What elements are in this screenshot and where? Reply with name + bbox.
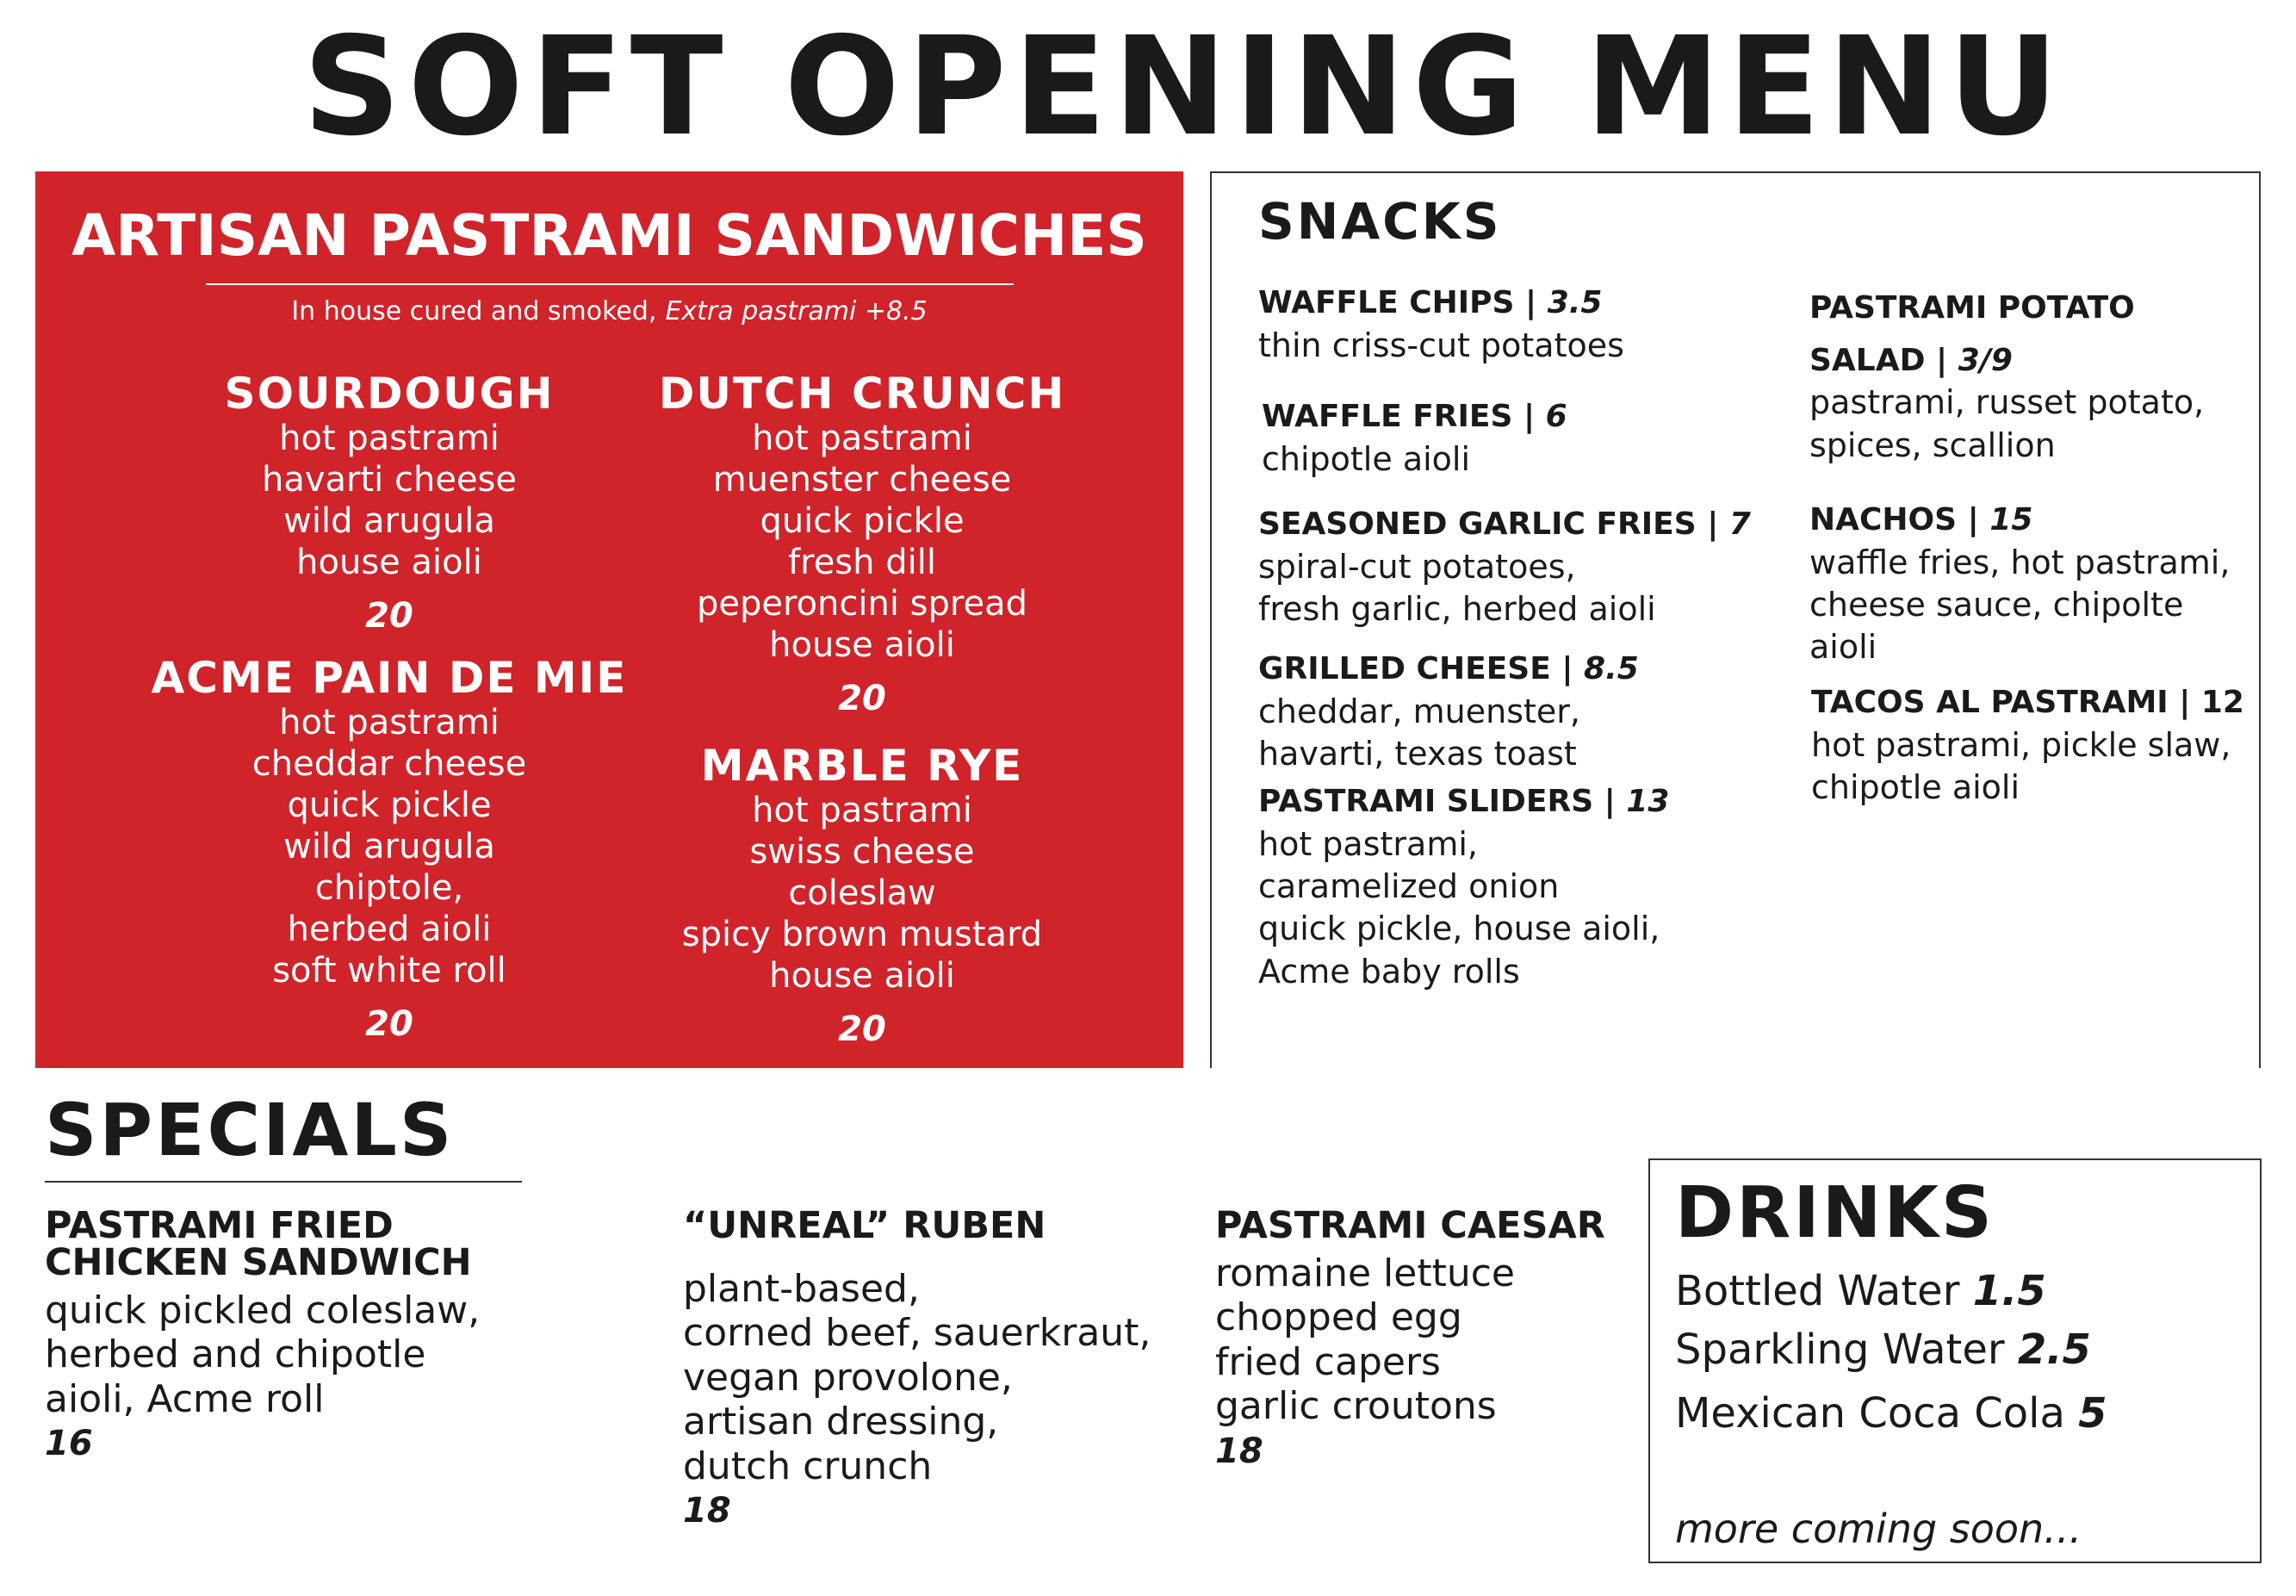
- menu-title: SOFT OPENING MENU: [302, 8, 2066, 166]
- special-name: PASTRAMI CAESAR: [1215, 1204, 1605, 1247]
- snack-price: 15: [1989, 502, 2033, 537]
- sandwich-dutch-crunch: [621, 370, 1103, 716]
- sandwich-price: 20: [838, 1009, 886, 1049]
- special-item: [683, 1204, 1151, 1533]
- specials-divider: [45, 1181, 522, 1183]
- snack-description: Acme baby rolls: [1258, 952, 1520, 991]
- snack-name: SEASONED GARLIC FRIES | 7: [1258, 506, 1751, 542]
- sandwich-name: DUTCH CRUNCH: [658, 369, 1066, 419]
- sandwich-ingredient: herbed aioli: [287, 910, 492, 949]
- sandwich-sourdough: [148, 369, 630, 636]
- snack-description: hot pastrami,: [1258, 824, 1478, 863]
- snack-description: caramelized onion: [1258, 866, 1560, 905]
- special-price: 16: [45, 1424, 93, 1464]
- snack-name: TACOS AL PASTRAMI | 12: [1811, 685, 2244, 720]
- drinks-footer: more coming soon...: [1675, 1506, 2082, 1552]
- special-description: romaine lettuce: [1215, 1251, 1515, 1295]
- specials-heading: SPECIALS: [45, 1088, 455, 1172]
- sandwich-ingredient: quick pickle: [760, 501, 965, 541]
- sandwich-name: ACME PAIN DE MIE: [151, 653, 628, 703]
- special-description: corned beef, sauerkraut,: [683, 1311, 1151, 1356]
- special-description: vegan provolone,: [683, 1355, 1013, 1400]
- special-price: 18: [1215, 1431, 1263, 1471]
- snack-description: hot pastrami, pickle slaw,: [1811, 725, 2231, 764]
- subtitle-text: In house cured and smoked,: [291, 296, 657, 326]
- snack-description: chipotle aioli: [1262, 439, 1471, 478]
- sandwich-ingredient: hot pastrami: [752, 791, 972, 830]
- special-description: herbed and chipotle: [45, 1332, 426, 1377]
- sandwiches-heading: ARTISAN PASTRAMI SANDWICHES: [71, 202, 1147, 269]
- sandwich-ingredient: wild arugula: [283, 501, 495, 541]
- sandwich-ingredient: soft white roll: [272, 951, 506, 991]
- drink-price: 1.5: [1972, 1267, 2046, 1315]
- sandwich-ingredient: hot pastrami: [279, 703, 500, 742]
- snack-name: PASTRAMI SLIDERS | 13: [1258, 784, 1670, 819]
- special-description: quick pickled coleslaw,: [45, 1289, 481, 1332]
- special-description: fried capers: [1215, 1339, 1441, 1384]
- snack-item: [1809, 500, 2230, 669]
- sandwich-ingredient: hot pastrami: [752, 419, 972, 458]
- sandwiches-divider: [206, 283, 1014, 285]
- sandwich-ingredient: cheddar cheese: [251, 744, 527, 784]
- snack-price: 6: [1545, 399, 1567, 434]
- sandwich-ingredient: hot pastrami: [279, 419, 500, 458]
- snack-description: havarti, texas toast: [1258, 734, 1577, 773]
- snack-item: [1258, 649, 1639, 775]
- drinks-heading: DRINKS: [1675, 1172, 1995, 1254]
- sandwich-ingredient: house aioli: [769, 956, 955, 996]
- snack-description: thin criss-cut potatoes: [1258, 326, 1624, 364]
- special-description: aioli, Acme roll: [45, 1376, 325, 1421]
- snack-name: NACHOS | 15: [1809, 502, 2033, 537]
- drink-price: 5: [2078, 1389, 2107, 1438]
- snack-description: spiral-cut potatoes,: [1258, 547, 1576, 586]
- sandwiches-subtitle: [35, 296, 1183, 326]
- snack-name: PASTRAMI POTATO: [1809, 290, 2135, 326]
- sandwich-ingredient: chiptole,: [314, 868, 464, 908]
- sandwich-name: MARBLE RYE: [700, 741, 1024, 791]
- sandwich-name: SOURDOUGH: [224, 369, 555, 419]
- snack-item: [1262, 396, 1567, 481]
- sandwich-ingredient: house aioli: [769, 625, 955, 665]
- special-name: “UNREAL” RUBEN: [683, 1204, 1046, 1247]
- snack-name: GRILLED CHEESE | 8.5: [1258, 651, 1639, 686]
- special-description: garlic croutons: [1215, 1384, 1497, 1429]
- sandwich-ingredient: peperoncini spread: [697, 584, 1027, 624]
- drink-name: Mexican Coca Cola: [1675, 1389, 2065, 1438]
- sandwich-ingredient: swiss cheese: [749, 832, 975, 872]
- snack-description: aioli: [1809, 628, 1877, 667]
- sandwich-price: 20: [365, 596, 413, 636]
- snack-description: cheese sauce, chipolte: [1809, 585, 2184, 624]
- special-description: plant-based,: [683, 1267, 920, 1311]
- special-name: CHICKEN SANDWICH: [45, 1241, 472, 1284]
- snack-description: waffle fries, hot pastrami,: [1809, 543, 2231, 581]
- sandwich-ingredient: fresh dill: [788, 543, 936, 582]
- drink-price: 2.5: [2017, 1326, 2091, 1374]
- drink-item: [1675, 1326, 2091, 1374]
- snack-name: WAFFLE FRIES | 6: [1262, 399, 1567, 434]
- snack-item: [1258, 283, 1624, 367]
- snack-item: [1811, 682, 2244, 809]
- drink-item: [1675, 1267, 2046, 1315]
- sandwich-ingredient: muenster cheese: [712, 460, 1012, 500]
- sandwich-ingredient: quick pickle: [287, 786, 492, 825]
- sandwich-ingredient: wild arugula: [283, 827, 495, 866]
- snack-price: 3.5: [1547, 285, 1603, 320]
- special-item: [1215, 1204, 1605, 1474]
- special-description: dutch crunch: [683, 1444, 933, 1488]
- snack-item: [1258, 781, 1669, 993]
- special-price: 18: [683, 1491, 731, 1531]
- snack-item: [1809, 288, 2204, 467]
- snack-description: chipotle aioli: [1811, 767, 2020, 806]
- snack-price: 13: [1626, 784, 1670, 819]
- sandwich-acme-pain-de-mie: [148, 653, 630, 1044]
- special-item: [45, 1204, 481, 1466]
- special-description: artisan dressing,: [683, 1400, 999, 1444]
- drink-item: [1675, 1389, 2107, 1438]
- drink-name: Sparkling Water: [1675, 1326, 2005, 1374]
- sandwich-ingredient: havarti cheese: [261, 460, 517, 500]
- snack-description: spices, scallion: [1809, 425, 2056, 464]
- subtitle-extra: Extra pastrami +8.5: [665, 296, 928, 326]
- snack-description: pastrami, russet potato,: [1809, 383, 2205, 422]
- sandwiches-panel: [35, 171, 1183, 1068]
- snack-description: fresh garlic, herbed aioli: [1258, 589, 1656, 628]
- snack-item: [1258, 504, 1751, 630]
- sandwich-marble-rye: [621, 741, 1103, 1049]
- sandwich-ingredient: house aioli: [296, 543, 482, 582]
- sandwich-price: 20: [838, 679, 886, 718]
- snacks-heading: SNACKS: [1258, 192, 1502, 251]
- sandwich-ingredient: coleslaw: [788, 873, 936, 913]
- snack-description: quick pickle, house aioli,: [1258, 910, 1660, 948]
- snack-price: 3/9: [1958, 342, 2013, 378]
- special-description: chopped egg: [1215, 1295, 1462, 1340]
- snack-name: SALAD | 3/9: [1809, 342, 2013, 378]
- snack-price: 7: [1728, 506, 1751, 542]
- sandwich-price: 20: [365, 1004, 413, 1044]
- snack-price: 8.5: [1584, 651, 1639, 686]
- snack-description: cheddar, muenster,: [1258, 692, 1581, 730]
- snack-name: WAFFLE CHIPS | 3.5: [1258, 285, 1603, 320]
- sandwich-ingredient: spicy brown mustard: [681, 915, 1043, 954]
- special-name: PASTRAMI FRIED: [45, 1204, 394, 1247]
- drink-name: Bottled Water: [1675, 1267, 1960, 1315]
